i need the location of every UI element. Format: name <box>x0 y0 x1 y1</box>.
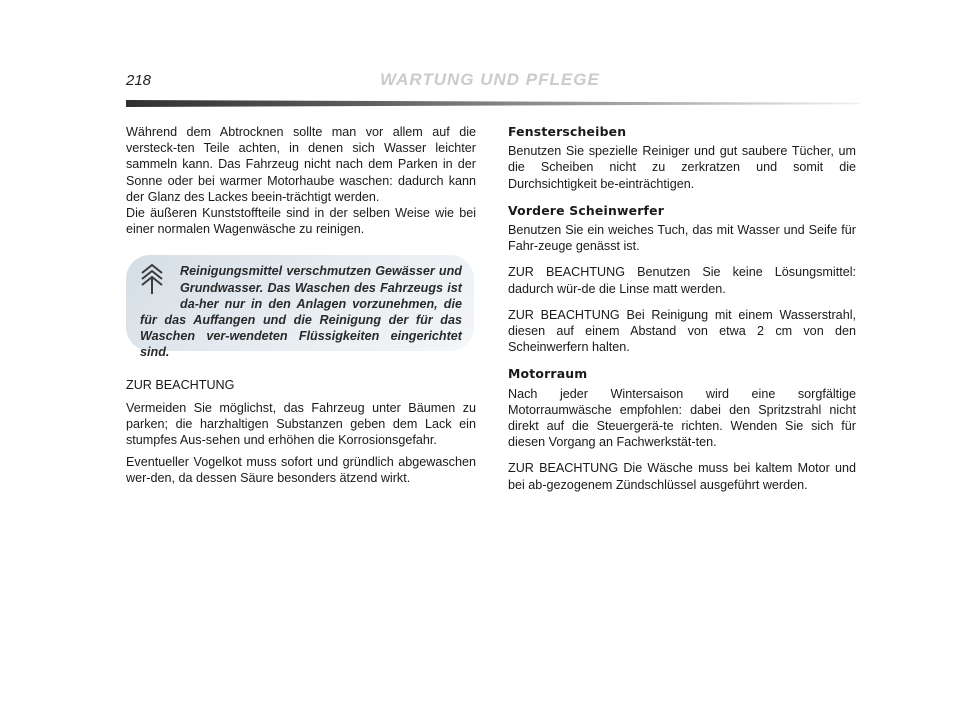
left-column <box>126 124 476 487</box>
notice-text-block <box>140 263 462 360</box>
section-heading: Fensterscheiben <box>508 124 627 139</box>
note-label: ZUR BEACHTUNG <box>126 378 235 393</box>
notice-text: Reinigungsmittel verschmutzen Gewässer und Grundwasser. Das Waschen des Fahrzeugs ist da-her nur in den Anlagen vorzunehmen, die für das Auffangen und die Reinigung der für das Waschen ver-wendeten Flüssigkeiten eingerichtet sind. <box>140 264 462 360</box>
paragraph: Vermeiden Sie möglichst, das Fahrzeug unter Bäumen zu parken; die harzhaltigen Substanzen geben dem Lack ein stumpfes Aus-sehen und erhöhen die Korrosionsgefahr. <box>126 400 476 448</box>
right-column <box>508 124 856 493</box>
paragraph: Benutzen Sie spezielle Reiniger und gut saubere Tücher, um die Scheiben nicht zu zerkratzen und somit die Durchsichtigkeit be-einträchtigen. <box>508 144 856 191</box>
paragraph: Während dem Abtrocknen sollte man vor allem auf die versteck-ten Teile achten, in denen sich Wasser leichter sammeln kann. Das Fahrzeug nicht nach dem Parken in der Sonne oder bei warmer Motorhaube waschen: dadurch kann der Glanz des Lackes beein-trächtigt werden. <box>126 125 476 204</box>
page-number: 218 <box>126 72 152 89</box>
environment-notice-box <box>126 255 474 360</box>
header-divider <box>126 100 860 107</box>
page-header <box>126 72 866 96</box>
paragraph: Nach jeder Wintersaison wird eine sorgfältige Motorraumwäsche empfohlen: dabei den Spritzstrahl nicht direkt auf die Steuergerä-te richten. Wenden Sie sich für diesen Vorgang an Fachwerkstät-ten. <box>508 386 856 450</box>
note-paragraph: ZUR BEACHTUNG Die Wäsche muss bei kaltem Motor und bei ab-gezogenem Zündschlüssel ausgeführt werden. <box>508 461 856 492</box>
section-heading: Vordere Scheinwerfer <box>508 202 665 218</box>
page-title: WARTUNG UND PFLEGE <box>380 70 600 89</box>
paragraph: Eventueller Vogelkot muss sofort und gründlich abgewaschen wer-den, da dessen Säure besonders ätzend wirkt. <box>126 455 476 486</box>
note-paragraph: ZUR BEACHTUNG Bei Reinigung mit einem Wasserstrahl, diesen auf einem Abstand von etwa 2 cm von den Scheinwerfern halten. <box>508 307 856 355</box>
note-paragraph: ZUR BEACHTUNG Benutzen Sie keine Lösungsmittel: dadurch wür-de die Linse matt werden. <box>508 265 856 296</box>
paragraph: Benutzen Sie ein weiches Tuch, das mit Wasser und Seife für Fahr-zeuge genässt ist. <box>508 223 856 254</box>
section-heading: Motorraum <box>508 366 588 382</box>
paragraph: Die äußeren Kunststoffteile sind in der selben Weise wie bei einer normalen Wagenwäsche zu reinigen. <box>126 206 476 237</box>
